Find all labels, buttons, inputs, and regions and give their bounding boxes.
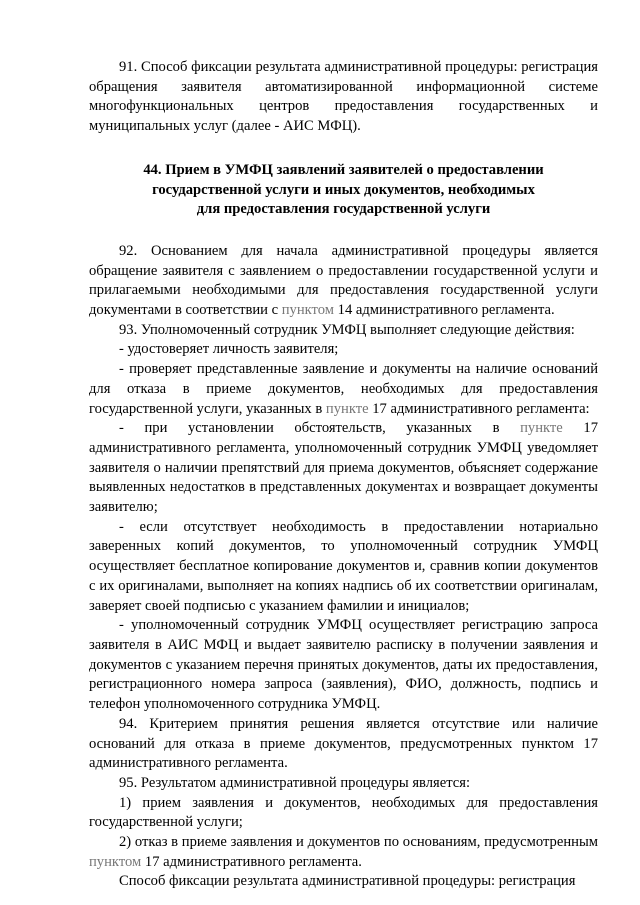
paragraph-92-text: 92. Основанием для начала административной процедуры является обращение заявителя с заявлением о предоставлении государственной услуги и прилагаемыми необходимыми для предоставления государственной услуги документами в соответствии с bbox=[89, 242, 598, 319]
link-punkt-17[interactable]: пунктом bbox=[89, 853, 142, 870]
result-item-1: 1) прием заявления и документов, необходимых для предоставления государственной услуги; bbox=[89, 794, 598, 831]
heading-line-3: для предоставления государственной услуги bbox=[196, 201, 491, 218]
heading-line-1: 44. Прием в УМФЦ заявлений заявителей о предоставлении bbox=[143, 161, 544, 178]
link-punkt-17[interactable]: пункте bbox=[520, 420, 563, 437]
result-item-2 bbox=[89, 833, 598, 872]
link-punkt-14[interactable]: пунктом bbox=[281, 302, 334, 319]
paragraph-92 bbox=[89, 242, 598, 321]
list-item-registration: - уполномоченный сотрудник УМФЦ осуществляет регистрацию запроса заявителя в АИС МФЦ и выдает заявителю расписку в получении заявления и документов с указанием перечня принятых документов, даты их предоставления, регистрационного номера запроса (заявления), ФИО, должность, подпись и телефон уполномоченного сотрудника УМФЦ. bbox=[89, 617, 598, 713]
section-heading-44 bbox=[89, 161, 598, 220]
list-item-check-documents bbox=[89, 360, 598, 419]
result-item-text-end: 17 административного регламента. bbox=[141, 853, 362, 870]
paragraph-fixation-method: Способ фиксации результата административной процедуры: регистрация bbox=[119, 873, 576, 890]
list-item-identity: - удостоверяет личность заявителя; bbox=[119, 341, 339, 358]
link-punkt-17[interactable]: пункте bbox=[325, 400, 369, 417]
list-item-text-end: 17 административного регламента, уполномоченный сотрудник УМФЦ уведомляет заявителя о наличии препятствий для приема документов, объясняет содержание выявленных недостатков в представленных документах и возвращает документы заявителю; bbox=[89, 420, 598, 516]
paragraph-91: 91. Способ фиксации результата административной процедуры: регистрация обращения заявителя автоматизированной информационной системе многофункциональных центров предоставления государственных и муниципальных услуг (далее - АИС МФЦ). bbox=[89, 59, 598, 135]
paragraph-93: 93. Уполномоченный сотрудник УМФЦ выполняет следующие действия: bbox=[119, 321, 575, 338]
list-item-text-end: 17 административного регламента: bbox=[368, 400, 590, 417]
paragraph-94: 94. Критерием принятия решения является отсутствие или наличие оснований для отказа в приеме документов, предусмотренных пунктом 17 административного регламента. bbox=[89, 715, 598, 772]
list-item-text: - при установлении обстоятельств, указанных в bbox=[119, 420, 521, 437]
heading-line-2: государственной услуги и иных документов, необходимых bbox=[152, 181, 535, 198]
list-item-text: - проверяет представленные заявление и документы на наличие оснований для отказа в приеме документов, необходимых для предоставления государственной услуги, указанных в bbox=[89, 361, 598, 417]
result-item-text: 2) отказ в приеме заявления и документов по основаниям, предусмотренным bbox=[119, 834, 598, 851]
list-item-copying: - если отсутствует необходимость в предоставлении нотариально заверенных копий документов, то уполномоченный сотрудник УМФЦ осуществляет бесплатное копирование документов и, сравнив копии документов с их оригиналами, выполняет на копиях надпись об их соответствии оригиналам, заверяет своей подписью с указанием фамилии и инициалов; bbox=[89, 518, 598, 614]
list-item-obstacles bbox=[89, 419, 598, 518]
paragraph-92-text-end: 14 административного регламента. bbox=[334, 302, 555, 319]
paragraph-95: 95. Результатом административной процедуры является: bbox=[119, 774, 471, 791]
